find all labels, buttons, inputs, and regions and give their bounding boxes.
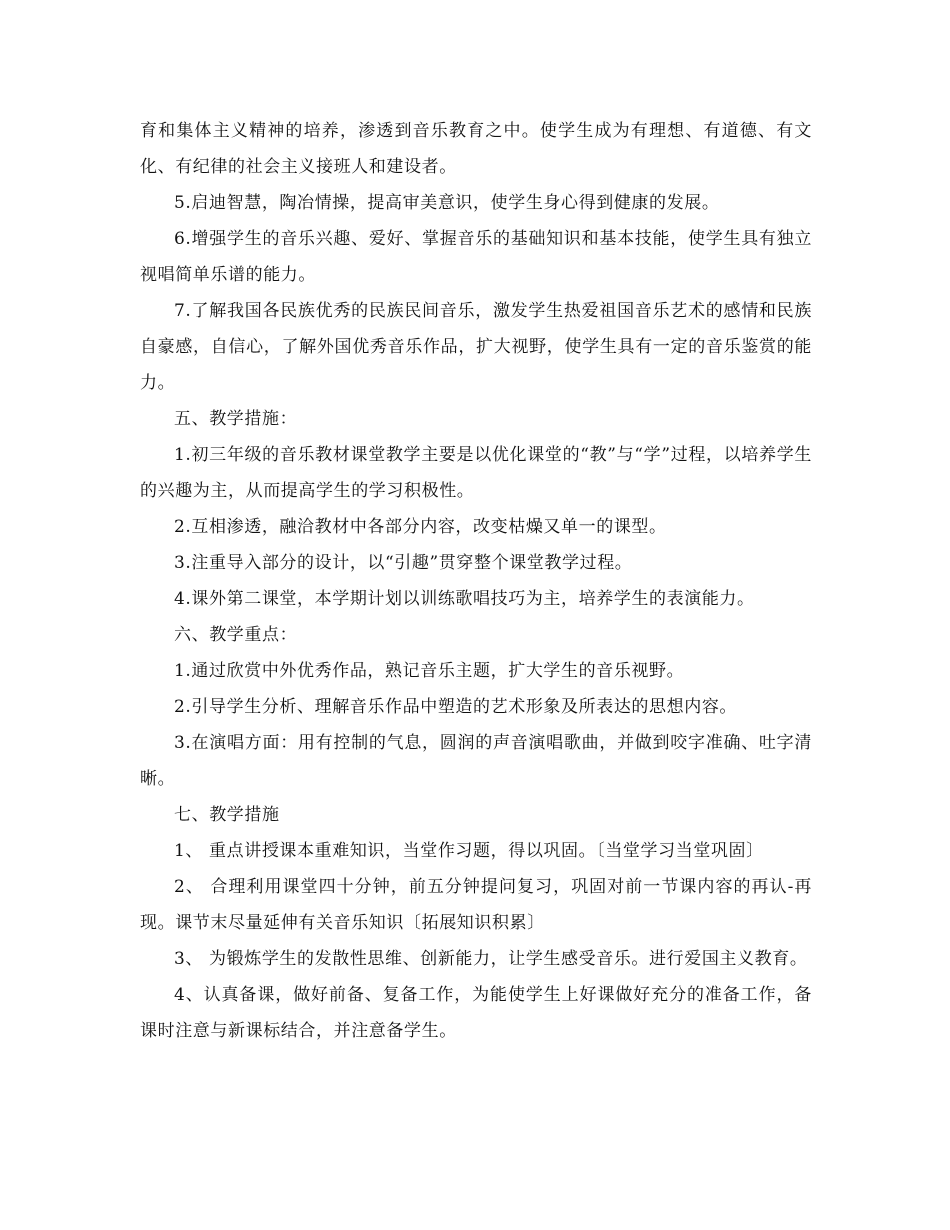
paragraph: 3.注重导入部分的设计，以“引趣”贯穿整个课堂教学过程。 (174, 553, 633, 573)
paragraph: 2.引导学生分析、理解音乐作品中塑造的艺术形象及所表达的思想内容。 (174, 697, 738, 717)
paragraph: 育和集体主义精神的培养，渗透到音乐教育之中。使学生成为有理想、有道德、有文化、有纪律的社会主义接班人和建设者。 (140, 121, 812, 177)
paragraph: 7.了解我国各民族优秀的民族民间音乐，激发学生热爱祖国音乐艺术的感情和民族自豪感，自信心，了解外国优秀音乐作品，扩大视野，使学生具有一定的音乐鉴赏的能力。 (140, 301, 812, 393)
paragraph: 6.增强学生的音乐兴趣、爱好、掌握音乐的基础知识和基本技能，使学生具有独立视唱简单乐谱的能力。 (140, 229, 812, 285)
document-body (140, 113, 812, 1049)
section-heading: 七、教学措施 (174, 805, 280, 825)
paragraph: 5.启迪智慧，陶冶情操，提高审美意识，使学生身心得到健康的发展。 (174, 193, 720, 213)
paragraph: 4、认真备课，做好前备、复备工作，为能使学生上好课做好充分的准备工作，备课时注意与新课标结合，并注意备学生。 (140, 985, 812, 1041)
paragraph: 4.课外第二课堂，本学期计划以训练歌唱技巧为主，培养学生的表演能力。 (174, 589, 755, 609)
section-heading: 五、教学措施： (174, 409, 298, 429)
paragraph: 1.初三年级的音乐教材课堂教学主要是以优化课堂的“教”与“学”过程，以培养学生的兴趣为主，从而提高学生的学习积极性。 (140, 445, 812, 501)
section-heading: 六、教学重点： (174, 625, 298, 645)
paragraph: 3、 为锻炼学生的发散性思维、创新能力，让学生感受音乐。进行爱国主义教育。 (174, 949, 808, 969)
paragraph: 2.互相渗透，融洽教材中各部分内容，改变枯燥又单一的课型。 (174, 517, 667, 537)
paragraph: 3.在演唱方面：用有控制的气息，圆润的声音演唱歌曲，并做到咬字准确、吐字清晰。 (140, 733, 812, 789)
paragraph: 2、 合理利用课堂四十分钟，前五分钟提问复习，巩固对前一节课内容的再认-再现。课节末尽量延伸有关音乐知识〔拓展知识积累〕 (140, 877, 812, 933)
paragraph: 1.通过欣赏中外优秀作品，熟记音乐主题，扩大学生的音乐视野。 (174, 661, 685, 681)
paragraph: 1、 重点讲授课本重难知识，当堂作习题，得以巩固。〔当堂学习当堂巩固〕 (174, 841, 764, 861)
